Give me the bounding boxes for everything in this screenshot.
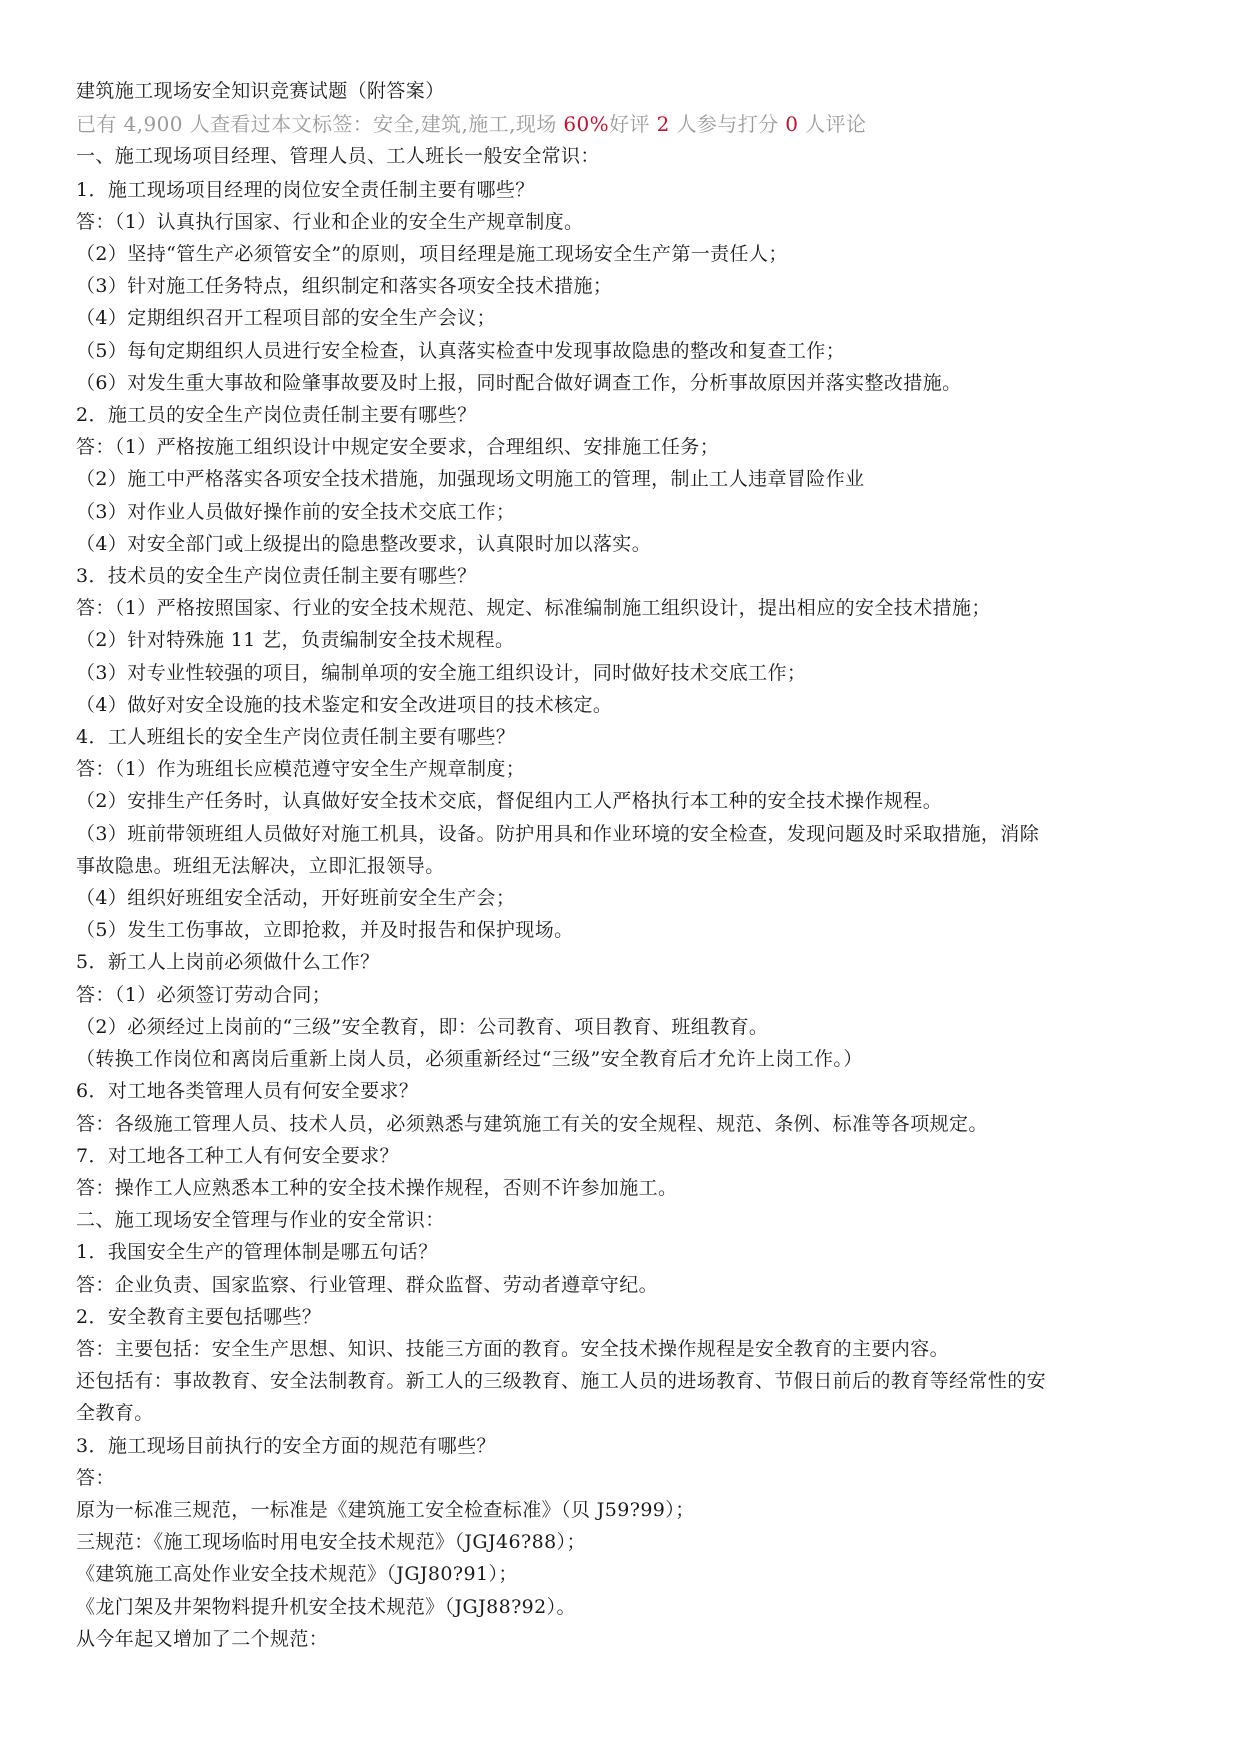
raters-count: 2 (656, 112, 670, 137)
text-line: （6）对发生重大事故和险肇事故要及时上报，同时配合做好调查工作，分析事故原因并落实整改措施。 (76, 371, 962, 394)
text-line: 2．施工员的安全生产岗位责任制主要有哪些？ (76, 404, 477, 427)
meta-good: 好评 (609, 112, 657, 137)
text-line: 答：（1）认真执行国家、行业和企业的安全生产规章制度。 (76, 210, 584, 233)
text-line: 7．对工地各工种工人有何安全要求？ (76, 1144, 399, 1167)
document-body (76, 140, 1176, 1655)
text-line: 答：（1）作为班组长应模范遵守安全生产规章制度； (76, 758, 526, 781)
raters-suffix: 人参与打分 (669, 112, 786, 137)
text-line: 3．技术员的安全生产岗位责任制主要有哪些？ (76, 565, 477, 588)
document-meta (76, 108, 1176, 140)
text-line: 原为一标准三规范，一标准是《建筑施工安全检查标准》（贝 J59?99）； (76, 1498, 695, 1521)
text-line: 4．工人班组长的安全生产岗位责任制主要有哪些？ (76, 726, 516, 749)
text-line: （4）做好对安全设施的技术鉴定和安全改进项目的技术核定。 (76, 693, 613, 716)
text-line: 3．施工现场目前执行的安全方面的规范有哪些？ (76, 1434, 496, 1457)
text-line: 2．安全教育主要包括哪些？ (76, 1305, 322, 1328)
meta-prefix: 已有 4,900 人查看过本文标签：安全,建筑,施工,现场 (76, 112, 564, 137)
text-line: 《龙门架及井架物料提升机安全技术规范》（JGJ88?92）。 (76, 1595, 576, 1618)
text-line: （转换工作岗位和离岗后重新上岗人员，必须重新经过“三级”安全教育后才允许上岗工作。） (76, 1048, 863, 1071)
text-line: （2）针对特殊施 11 艺，负责编制安全技术规程。 (76, 629, 515, 652)
text-line: 三规范：《施工现场临时用电安全技术规范》（JGJ46?88）； (76, 1531, 586, 1554)
text-line: 答：企业负责、国家监察、行业管理、群众监督、劳动者遵章守纪。 (76, 1273, 659, 1296)
text-line: （4）对安全部门或上级提出的隐患整改要求，认真限时加以落实。 (76, 532, 652, 555)
text-line: 答：主要包括：安全生产思想、知识、技能三方面的教育。安全技术操作规程是安全教育的主要内容。 (76, 1337, 950, 1360)
text-line: 答：（1）严格按施工组织设计中规定安全要求，合理组织、安排施工任务； (76, 436, 720, 459)
text-line: 5．新工人上岗前必须做什么工作？ (76, 951, 380, 974)
text-line: 答：（1）严格按照国家、行业的安全技术规范、规定、标准编制施工组织设计，提出相应的安全技术措施； (76, 597, 991, 620)
text-line: （5）每旬定期组织人员进行安全检查，认真落实检查中发现事故隐患的整改和复查工作； (76, 339, 846, 362)
document-page (76, 75, 1176, 1655)
text-line: （2）施工中严格落实各项安全技术措施，加强现场文明施工的管理，制止工人违章冒险作业 (76, 468, 865, 491)
text-line: 1．施工现场项目经理的岗位安全责任制主要有哪些？ (76, 178, 535, 201)
text-line: （4）定期组织召开工程项目部的安全生产会议； (76, 307, 496, 330)
text-line: 6．对工地各类管理人员有何安全要求？ (76, 1080, 419, 1103)
text-line: 全教育。 (76, 1402, 154, 1425)
text-line: （3）对专业性较强的项目，编制单项的安全施工组织设计，同时做好技术交底工作； (76, 661, 807, 684)
text-line: （2）坚持“管生产必须管安全”的原则，项目经理是施工现场安全生产第一责任人； (76, 243, 788, 266)
text-line: 答：各级施工管理人员、技术人员，必须熟悉与建筑施工有关的安全规程、规范、条例、标准等各项规定。 (76, 1112, 988, 1135)
text-line: （4）组织好班组安全活动，开好班前安全生产会； (76, 887, 516, 910)
text-line: （5）发生工伤事故，立即抢救，并及时报告和保护现场。 (76, 919, 574, 942)
text-line: 从今年起又增加了二个规范： (76, 1627, 329, 1650)
text-line: 答： (76, 1466, 115, 1489)
text-line: 答：操作工人应熟悉本工种的安全技术操作规程，否则不许参加施工。 (76, 1176, 678, 1199)
text-line: 1．我国安全生产的管理体制是哪五句话？ (76, 1241, 438, 1264)
text-line: 《建筑施工高处作业安全技术规范》（JGJ80?91）； (76, 1563, 518, 1586)
rating-percent: 60% (563, 112, 610, 137)
comments-suffix: 人评论 (798, 112, 867, 137)
text-line: （3）班前带领班组人员做好对施工机具，设备。防护用具和作业环境的安全检查，发现问题及时采取措施，消除 (76, 822, 1040, 845)
document-title: 建筑施工现场安全知识竞赛试题（附答案） (76, 80, 445, 102)
text-line: 二、施工现场安全管理与作业的安全常识： (76, 1209, 445, 1232)
text-line: （3）对作业人员做好操作前的安全技术交底工作； (76, 500, 516, 523)
comments-count: 0 (785, 112, 799, 137)
text-line: （2）安排生产任务时，认真做好安全技术交底，督促组内工人严格执行本工种的安全技术操作规程。 (76, 790, 943, 813)
text-line: 一、施工现场项目经理、管理人员、工人班长一般安全常识： (76, 145, 600, 168)
text-line: 还包括有：事故教育、安全法制教育。新工人的三级教育、施工人员的进场教育、节假日前后的教育等经常性的安 (76, 1370, 1047, 1393)
text-line: 事故隐患。班组无法解决，立即汇报领导。 (76, 854, 445, 877)
text-line: （3）针对施工任务特点，组织制定和落实各项安全技术措施； (76, 275, 613, 298)
text-line: （2）必须经过上岗前的“三级”安全教育，即：公司教育、项目教育、班组教育。 (76, 1015, 769, 1038)
text-line: 答：（1）必须签订劳动合同； (76, 983, 332, 1006)
